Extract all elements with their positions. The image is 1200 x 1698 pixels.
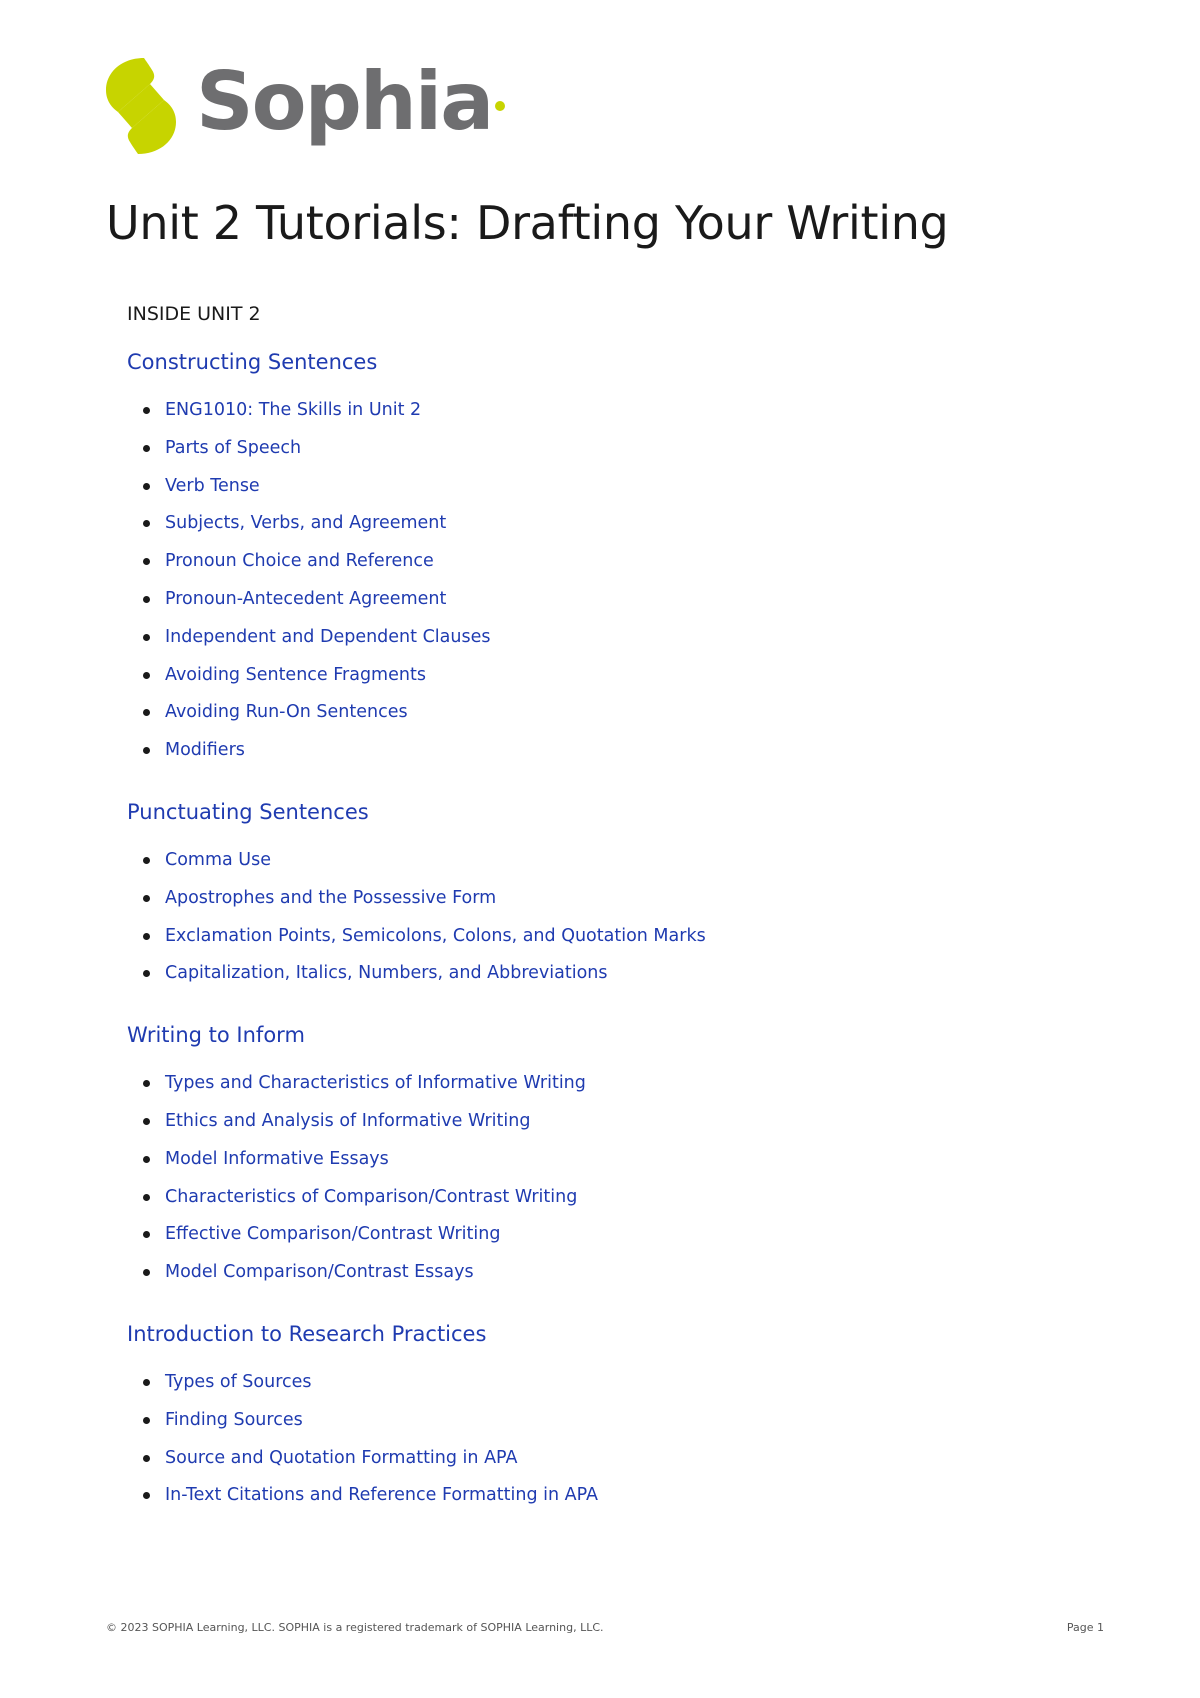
tutorial-link[interactable]: Comma Use — [165, 849, 271, 870]
list-item — [127, 398, 1127, 436]
bullet-icon — [143, 709, 150, 716]
unit-contents — [127, 302, 1127, 1543]
bullet-icon — [143, 747, 150, 754]
tutorial-link[interactable]: Subjects, Verbs, and Agreement — [165, 513, 447, 534]
list-item — [127, 1408, 1127, 1446]
page-title: Unit 2 Tutorials: Drafting Your Writing — [106, 196, 949, 250]
bullet-icon — [143, 895, 150, 902]
list-item — [127, 1109, 1127, 1147]
bullet-icon — [143, 596, 150, 603]
tutorial-link[interactable]: Pronoun Choice and Reference — [165, 551, 434, 572]
tutorial-link[interactable]: Model Informative Essays — [165, 1148, 389, 1169]
tutorial-link[interactable]: Effective Comparison/Contrast Writing — [165, 1224, 501, 1245]
tutorial-link[interactable]: Exclamation Points, Semicolons, Colons, and Quotation Marks — [165, 925, 706, 946]
list-item — [127, 1147, 1127, 1185]
tutorial-link[interactable]: Model Comparison/Contrast Essays — [165, 1262, 474, 1283]
bullet-icon — [143, 1156, 150, 1163]
footer-page-number: Page 1 — [1066, 1621, 1104, 1634]
bullet-icon — [143, 445, 150, 452]
list-item — [127, 1260, 1127, 1298]
list-item — [127, 738, 1127, 776]
list-item — [127, 1370, 1127, 1408]
bullet-icon — [143, 672, 150, 679]
tutorial-link[interactable]: Parts of Speech — [165, 437, 302, 458]
section-heading-punctuating-sentences[interactable]: Punctuating Sentences — [127, 799, 369, 824]
footer-copyright: © 2023 SOPHIA Learning, LLC. SOPHIA is a registered trademark of SOPHIA Learning, LLC. — [106, 1621, 604, 1634]
section-heading-writing-to-inform[interactable]: Writing to Inform — [127, 1023, 305, 1048]
tutorial-link[interactable]: Modifiers — [165, 740, 245, 761]
wordmark-dot-icon — [495, 101, 505, 111]
bullet-icon — [143, 1455, 150, 1462]
list-item — [127, 1071, 1127, 1109]
tutorial-link[interactable]: Avoiding Run-On Sentences — [165, 702, 408, 723]
section-heading-constructing-sentences[interactable]: Constructing Sentences — [127, 350, 378, 374]
tutorial-link[interactable]: Types and Characteristics of Informative Writing — [165, 1073, 586, 1094]
sophia-mark-icon — [104, 56, 178, 156]
section-list-writing-to-inform — [127, 1071, 1127, 1298]
bullet-icon — [143, 1379, 150, 1386]
section-list-constructing-sentences — [127, 398, 1127, 776]
bullet-icon — [143, 1080, 150, 1087]
list-item — [127, 663, 1127, 701]
section-list-research-practices — [127, 1370, 1127, 1521]
list-item — [127, 549, 1127, 587]
bullet-icon — [143, 483, 150, 490]
list-item — [127, 511, 1127, 549]
section-list-punctuating-sentences — [127, 848, 1127, 999]
tutorial-link[interactable]: Source and Quotation Formatting in APA — [165, 1447, 518, 1468]
tutorial-link[interactable]: Avoiding Sentence Fragments — [165, 664, 426, 685]
sophia-logo — [104, 54, 505, 158]
bullet-icon — [143, 1492, 150, 1499]
bullet-icon — [143, 933, 150, 940]
section-heading-research-practices[interactable]: Introduction to Research Practices — [127, 1321, 487, 1346]
bullet-icon — [143, 520, 150, 527]
list-item — [127, 587, 1127, 625]
list-item — [127, 1483, 1127, 1521]
list-item — [127, 625, 1127, 663]
bullet-icon — [143, 970, 150, 977]
tutorial-link[interactable]: ENG1010: The Skills in Unit 2 — [165, 400, 422, 420]
bullet-icon — [143, 558, 150, 565]
sophia-wordmark: Sophia — [196, 55, 493, 148]
tutorial-link[interactable]: Finding Sources — [165, 1409, 303, 1430]
bullet-icon — [143, 857, 150, 864]
list-item — [127, 924, 1127, 962]
tutorial-link[interactable]: Types of Sources — [165, 1371, 312, 1392]
bullet-icon — [143, 1231, 150, 1238]
list-item — [127, 961, 1127, 999]
bullet-icon — [143, 1194, 150, 1201]
tutorial-link[interactable]: Verb Tense — [165, 475, 260, 496]
list-item — [127, 474, 1127, 512]
bullet-icon — [143, 407, 150, 414]
tutorial-link[interactable]: Apostrophes and the Possessive Form — [165, 887, 497, 908]
list-item — [127, 436, 1127, 474]
tutorial-link[interactable]: Characteristics of Comparison/Contrast Writing — [165, 1186, 578, 1207]
list-item — [127, 1446, 1127, 1484]
tutorial-link[interactable]: In-Text Citations and Reference Formatting in APA — [165, 1485, 599, 1506]
list-item — [127, 886, 1127, 924]
tutorial-link[interactable]: Independent and Dependent Clauses — [165, 626, 491, 647]
list-item — [127, 700, 1127, 738]
tutorial-link[interactable]: Ethics and Analysis of Informative Writing — [165, 1110, 531, 1131]
tutorial-link[interactable]: Capitalization, Italics, Numbers, and Abbreviations — [165, 963, 608, 984]
list-item — [127, 848, 1127, 886]
bullet-icon — [143, 1417, 150, 1424]
bullet-icon — [143, 1269, 150, 1276]
bullet-icon — [143, 634, 150, 641]
tutorial-link[interactable]: Pronoun-Antecedent Agreement — [165, 588, 447, 609]
bullet-icon — [143, 1118, 150, 1125]
list-item — [127, 1185, 1127, 1223]
unit-eyebrow: INSIDE UNIT 2 — [127, 303, 261, 325]
list-item — [127, 1222, 1127, 1260]
